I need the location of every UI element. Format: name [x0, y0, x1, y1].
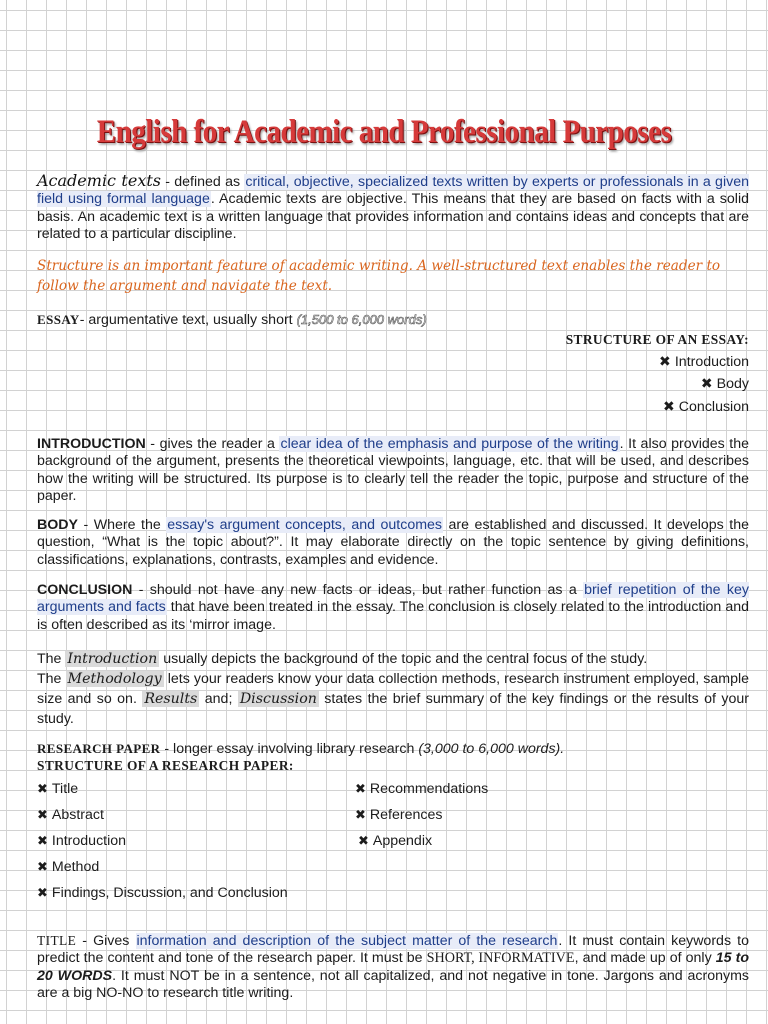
bullet-x-icon: ✖ [37, 781, 48, 796]
academic-texts-term: Academic texts [37, 171, 161, 190]
essay-line [37, 312, 427, 328]
title-text-4: . It must NOT be in a sentence, not all capitalized, and not negative in tone. Jargons and acronyms are a big NO-NO to research title writing. [37, 967, 749, 1001]
essay-structure-label: Conclusion [678, 399, 749, 415]
bullet-x-icon: ✖ [355, 781, 366, 796]
title-text-2: . It must contain keywords to predict the content and tone of the research paper. It must be [37, 933, 749, 967]
research-structure-item [355, 802, 488, 828]
research-structure-item [37, 828, 288, 854]
bullet-x-icon: ✖ [700, 376, 713, 392]
structure-quote: Structure is an important feature of academic writing. A well-structured text enables the reader to follow the argument and navigate the text. [37, 258, 721, 294]
bullet-x-icon: ✖ [358, 833, 369, 848]
research-structure-left-list [37, 776, 288, 906]
research-structure-label: References [369, 807, 443, 823]
research-structure-label: Recommendations [369, 781, 489, 797]
introduction-highlight: clear idea of the emphasis and purpose of the writing [280, 436, 619, 452]
title-label: TITLE [37, 933, 77, 948]
methodology-term: Methodology [67, 671, 162, 687]
essay-word-range: (1,500 to 6,000 words) [296, 312, 427, 327]
body-paragraph [37, 517, 749, 569]
body-text-1: - Where the [78, 517, 167, 533]
title-text-3: , and made up of only [574, 950, 716, 967]
title-paragraph [37, 932, 749, 1002]
research-paper-label: RESEARCH PAPER [37, 741, 161, 756]
essay-structure-label: Introduction [674, 354, 749, 370]
body-label: BODY [37, 517, 78, 533]
research-structure-right-list [355, 776, 488, 854]
results-term: Results [144, 691, 198, 707]
bullet-x-icon: ✖ [37, 833, 48, 848]
bullet-x-icon: ✖ [37, 859, 48, 874]
bullet-x-icon: ✖ [659, 354, 671, 370]
research-structure-label: Title [51, 781, 79, 797]
research-structure-label: Findings, Discussion, and Conclusion [51, 885, 288, 901]
research-structure-label: Introduction [51, 833, 127, 849]
discussion-term: Discussion [239, 691, 317, 707]
paper-parts-paragraph [37, 649, 749, 729]
essay-structure-heading: STRUCTURE OF AN ESSAY: [565, 332, 749, 347]
introduction-text-2: . It also provides the background of the argument, presents the theoretical viewpoints, language, etc. that will be used, and describes how the writing will be structured. Its purpose is to clearly tell the reader the topic, purpose and structure of the paper. [37, 436, 750, 504]
essay-structure-item [663, 399, 749, 415]
research-structure-item [37, 880, 288, 906]
bullet-x-icon: ✖ [355, 807, 366, 822]
research-structure-item [37, 854, 288, 880]
page-title: English for Academic and Professional Purposes [96, 114, 672, 150]
parts-text: The [37, 671, 66, 687]
parts-text: and; [199, 691, 238, 707]
parts-text: states the brief summary of the key findings or the results of your study. [37, 691, 749, 727]
introduction-paragraph [37, 436, 749, 505]
research-structure-label: Abstract [51, 807, 104, 823]
research-structure-item [37, 802, 288, 828]
research-structure-item [355, 828, 488, 854]
conclusion-paragraph [37, 582, 749, 634]
academic-text-2: . Academic texts are objective. This means that they are based on facts with a solid basis. An academic text is a written language that provides information and contains ideas and concepts that are related to a particular discipline. [37, 191, 749, 242]
essay-structure-label: Body [716, 376, 749, 392]
research-structure-label: Appendix [372, 833, 433, 849]
essay-text: - argumentative text, usually short [79, 312, 297, 328]
academic-texts-paragraph [37, 172, 749, 243]
research-structure-heading: STRUCTURE OF A RESEARCH PAPER: [37, 758, 294, 773]
introduction-label: INTRODUCTION [37, 436, 146, 452]
academic-definition-highlight: critical, objective, specialized texts written by experts or professionals in a given field using formal language [37, 174, 749, 208]
body-highlight: essay's argument concepts, and outcomes [167, 517, 443, 533]
introduction-term: Introduction [67, 651, 158, 667]
bullet-x-icon: ✖ [37, 885, 48, 900]
parts-text: The [37, 651, 66, 667]
essay-structure-item [659, 354, 749, 370]
conclusion-highlight: brief repetition of the key arguments and facts [37, 582, 749, 616]
research-structure-item [37, 776, 288, 802]
research-word-range: (3,000 to 6,000 words). [418, 741, 565, 757]
research-paper-text: - longer essay involving library research [160, 741, 419, 757]
short-informative-text: SHORT, INFORMATIVE [426, 950, 575, 967]
conclusion-label: CONCLUSION [37, 582, 133, 598]
bullet-x-icon: ✖ [37, 807, 48, 822]
introduction-text-1: - gives the reader a [145, 436, 280, 452]
parts-text: usually depicts the background of the topic and the central focus of the study. [159, 651, 648, 667]
bullet-x-icon: ✖ [662, 399, 675, 415]
research-structure-item [355, 776, 488, 802]
word-count-text: 15 to 20 WORDS [37, 950, 749, 984]
body-text-2: are established and discussed. It develops the question, “What is the topic about?”. It may elaborate directly on the topic sentence by giving definitions, classifications, explanations, contrasts, examples and evidence. [37, 517, 749, 568]
essay-structure-item [701, 376, 749, 392]
research-paper-line [37, 741, 564, 757]
title-text-1: - Gives [76, 933, 136, 949]
conclusion-text-2: that have been treated in the essay. The conclusion is closely related to the introduction and is often described as its ‘mirror image. [37, 599, 750, 633]
research-structure-label: Method [51, 859, 100, 875]
title-highlight: information and description of the subject matter of the research [136, 933, 558, 949]
essay-label: ESSAY [37, 312, 80, 327]
parts-text: lets your readers know your data collection methods, research instrument employed, sample size and so on. [37, 671, 750, 707]
conclusion-text-1: - should not have any new facts or ideas, but rather function as a [132, 582, 584, 598]
academic-text-1: - defined as [161, 174, 245, 190]
